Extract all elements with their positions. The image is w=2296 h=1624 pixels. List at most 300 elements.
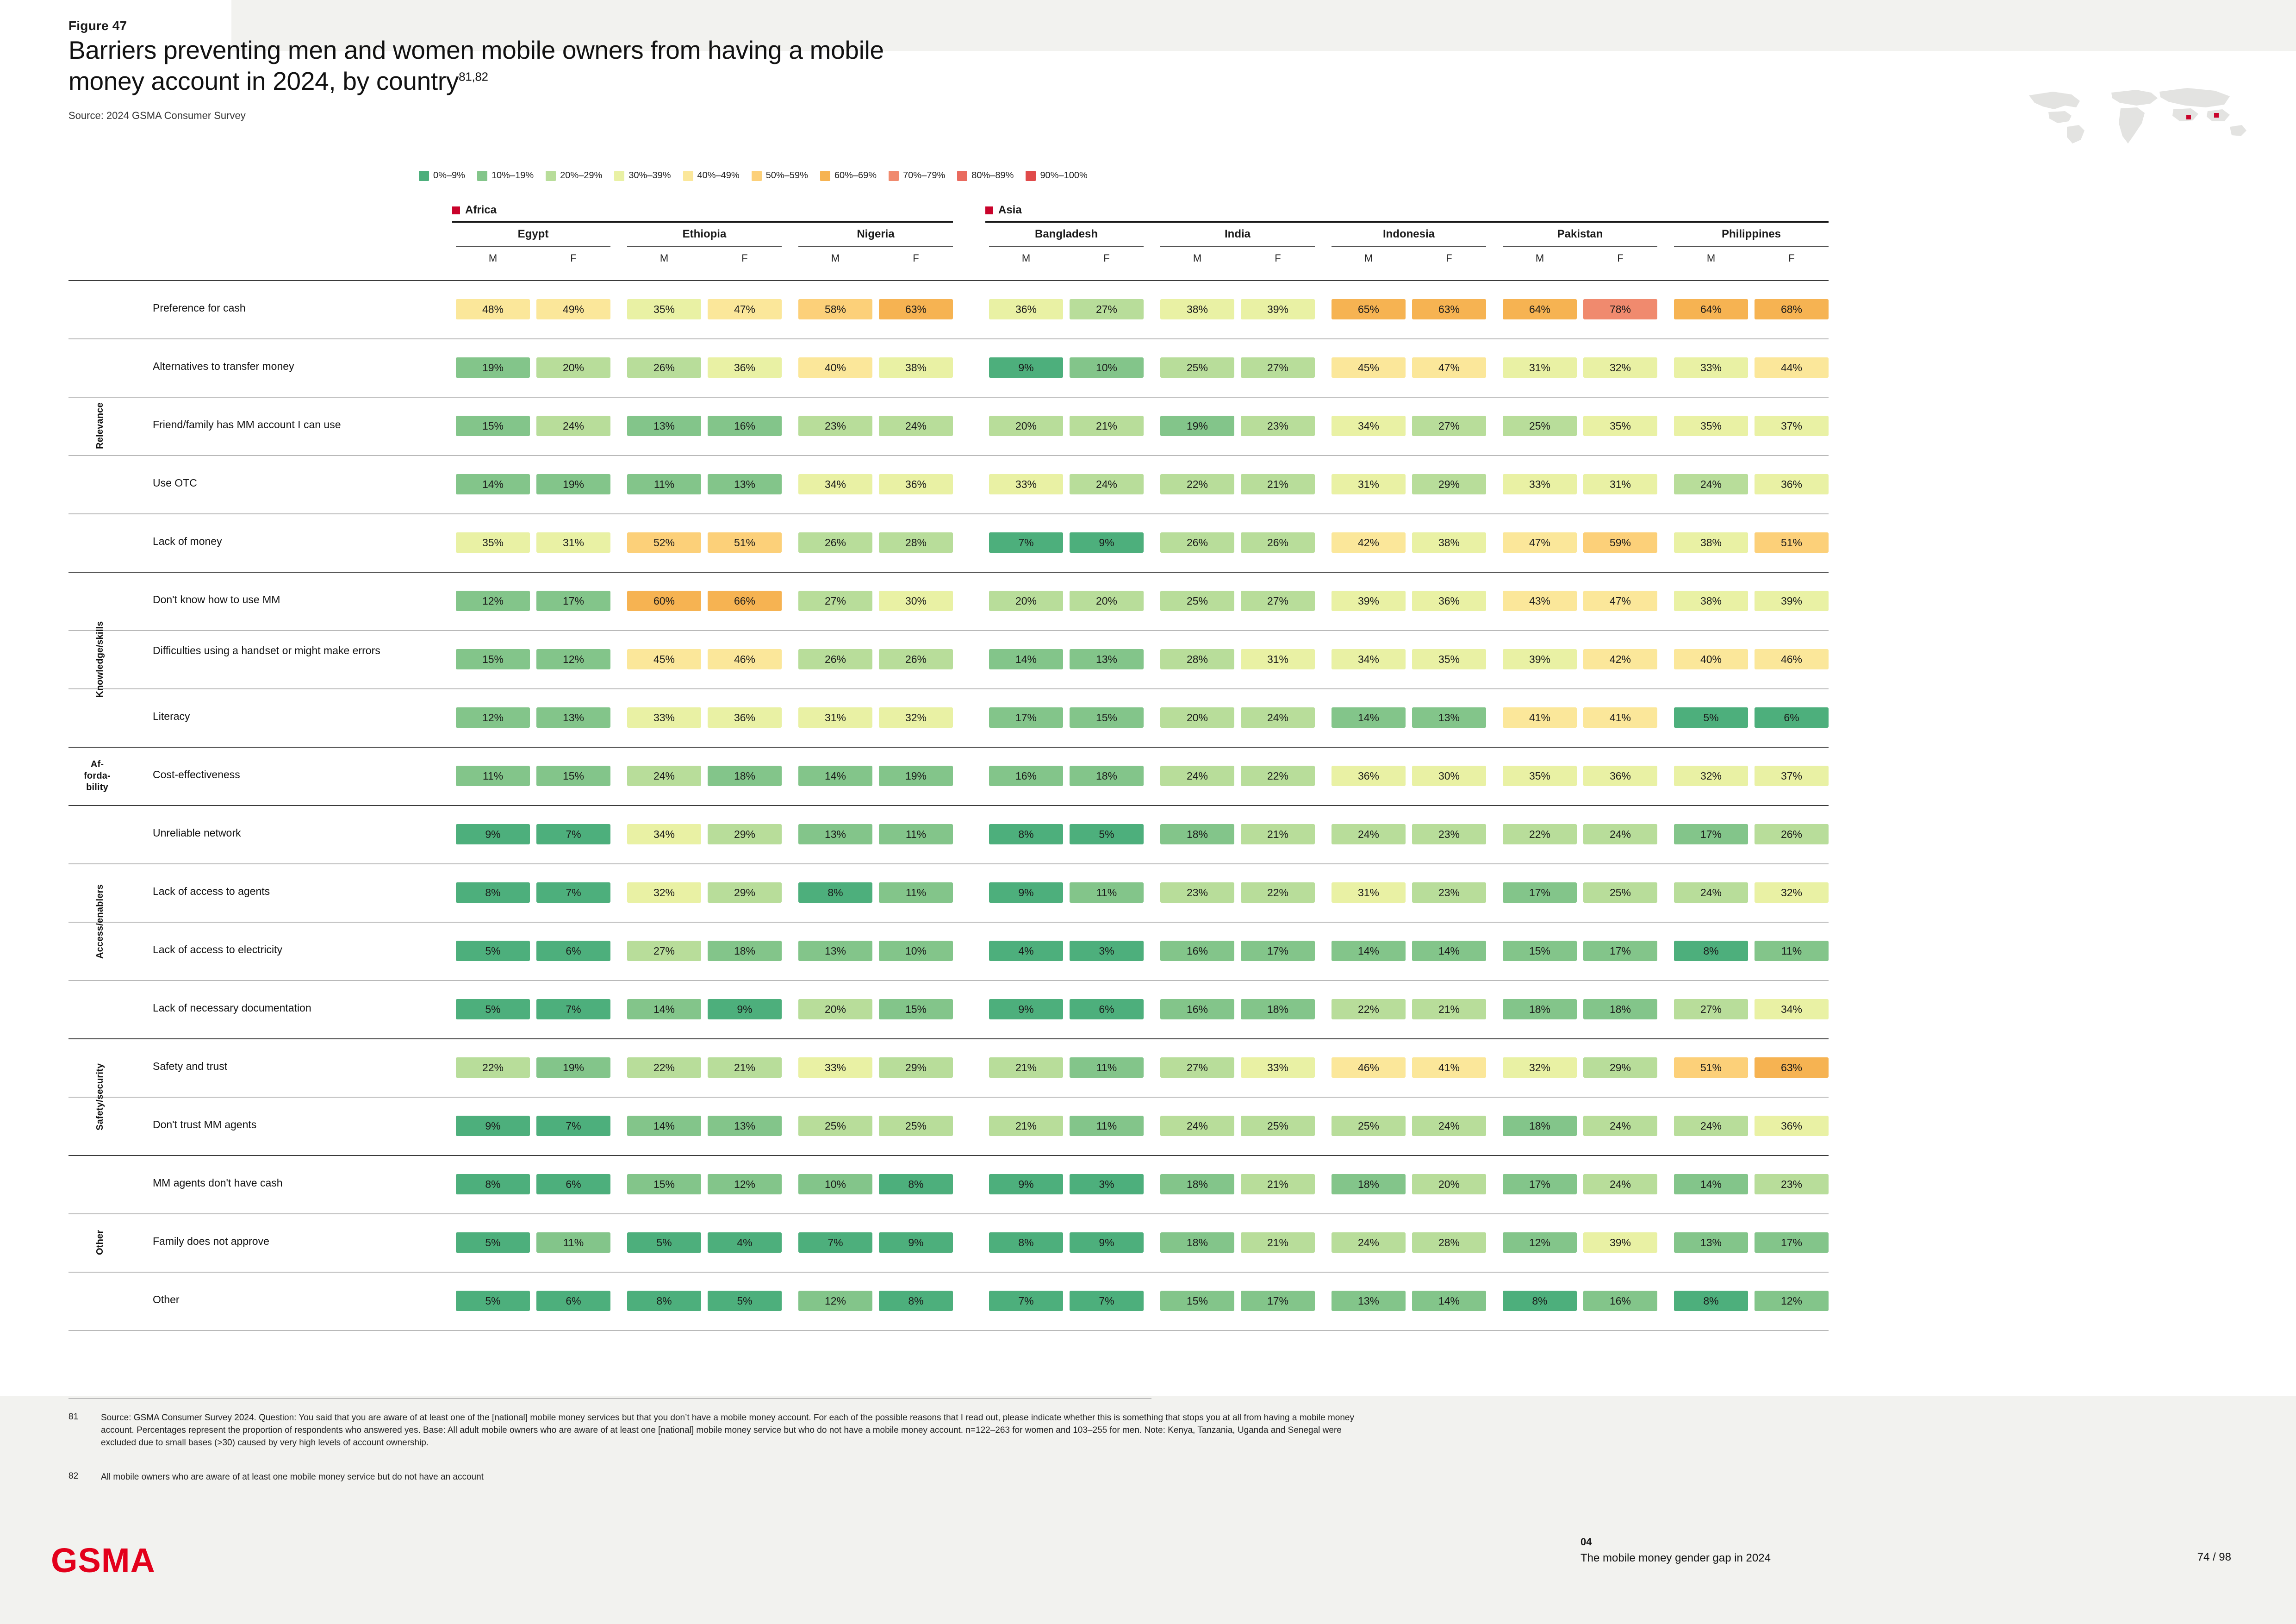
heatmap-value: 28% xyxy=(879,532,953,553)
heatmap-cell xyxy=(798,882,872,903)
heatmap-cell xyxy=(1503,532,1577,553)
heatmap-value: 7% xyxy=(536,882,610,903)
heatmap-value: 15% xyxy=(627,1174,701,1194)
heatmap-cell xyxy=(1755,591,1829,611)
legend-swatch xyxy=(820,171,830,181)
heatmap-cell xyxy=(456,1116,530,1136)
heatmap-cell xyxy=(627,591,701,611)
heatmap-cell xyxy=(1755,649,1829,669)
heatmap-value: 36% xyxy=(1755,1116,1829,1136)
heatmap-cell xyxy=(1332,474,1406,494)
heatmap-value: 41% xyxy=(1583,707,1657,728)
heatmap-value: 27% xyxy=(1241,357,1315,378)
svg-text:GSMA: GSMA xyxy=(51,1542,156,1580)
heatmap-value: 13% xyxy=(708,474,782,494)
legend-item xyxy=(419,170,465,181)
heatmap-cell xyxy=(989,882,1063,903)
heatmap-cell xyxy=(1412,474,1486,494)
heatmap-value: 47% xyxy=(1412,357,1486,378)
heatmap-cell xyxy=(708,357,782,378)
heatmap-cell xyxy=(1412,941,1486,961)
heatmap-value: 24% xyxy=(1583,1174,1657,1194)
heatmap-cell xyxy=(1070,1057,1144,1078)
heatmap-value: 7% xyxy=(536,1116,610,1136)
country-header: Indonesia xyxy=(1382,228,1435,240)
heatmap-value: 9% xyxy=(456,824,530,844)
heatmap-value: 38% xyxy=(1674,532,1748,553)
heatmap-cell xyxy=(1070,1116,1144,1136)
heatmap-value: 13% xyxy=(1674,1232,1748,1253)
heatmap-cell xyxy=(1503,1174,1577,1194)
heatmap-value: 35% xyxy=(1583,416,1657,436)
heatmap-cell xyxy=(1160,941,1234,961)
heatmap-cell xyxy=(1332,1174,1406,1194)
heatmap-cell xyxy=(708,707,782,728)
heatmap-cell xyxy=(627,532,701,553)
heatmap-cell xyxy=(1332,1116,1406,1136)
heatmap-cell xyxy=(1160,824,1234,844)
heatmap-cell xyxy=(456,1057,530,1078)
heatmap-cell xyxy=(456,532,530,553)
heatmap-value: 18% xyxy=(1160,1174,1234,1194)
country-header: Ethiopia xyxy=(682,228,727,240)
heatmap-cell xyxy=(1503,474,1577,494)
heatmap-value: 21% xyxy=(1241,1232,1315,1253)
heatmap-value: 5% xyxy=(456,999,530,1019)
heatmap-value: 27% xyxy=(1412,416,1486,436)
heatmap-cell xyxy=(1674,474,1748,494)
row-label: Other xyxy=(153,1293,180,1305)
heatmap-cell xyxy=(1070,591,1144,611)
heatmap-cell xyxy=(879,1116,953,1136)
heatmap-value: 24% xyxy=(1160,766,1234,786)
country-header: India xyxy=(1224,228,1251,240)
row-divider xyxy=(68,1213,1829,1214)
heatmap-value: 9% xyxy=(1070,532,1144,553)
legend-swatch xyxy=(477,171,487,181)
heatmap-cell xyxy=(798,532,872,553)
heatmap-value: 36% xyxy=(1412,591,1486,611)
heatmap-value: 21% xyxy=(989,1116,1063,1136)
heatmap-value: 24% xyxy=(1160,1116,1234,1136)
heatmap-cell xyxy=(627,1174,701,1194)
heatmap-cell xyxy=(1503,1291,1577,1311)
heatmap-cell xyxy=(1503,707,1577,728)
heatmap-value: 24% xyxy=(1412,1116,1486,1136)
heatmap-cell xyxy=(1583,299,1657,319)
title-footnote-ref: 81,82 xyxy=(459,69,488,84)
heatmap-cell xyxy=(879,416,953,436)
heatmap-value: 5% xyxy=(456,941,530,961)
heatmap-cell xyxy=(456,649,530,669)
heatmap-value: 17% xyxy=(1583,941,1657,961)
heatmap-cell xyxy=(708,1291,782,1311)
legend-item xyxy=(889,170,945,181)
heatmap-value: 22% xyxy=(627,1057,701,1078)
heatmap-value: 13% xyxy=(1412,707,1486,728)
heatmap-value: 15% xyxy=(879,999,953,1019)
group-label: Safety/security xyxy=(95,1063,105,1131)
heatmap-value: 3% xyxy=(1070,941,1144,961)
group-divider xyxy=(68,1155,1829,1156)
heatmap-value: 13% xyxy=(1070,649,1144,669)
heatmap-cell xyxy=(1160,1291,1234,1311)
heatmap-value: 9% xyxy=(708,999,782,1019)
heatmap-value: 41% xyxy=(1412,1057,1486,1078)
heatmap-value: 31% xyxy=(1332,882,1406,903)
heatmap-value: 9% xyxy=(989,1174,1063,1194)
heatmap-cell xyxy=(456,941,530,961)
heatmap-cell xyxy=(989,649,1063,669)
heatmap-cell xyxy=(536,766,610,786)
heatmap-value: 33% xyxy=(627,707,701,728)
heatmap-cell xyxy=(1755,357,1829,378)
subheader-male: M xyxy=(1706,252,1716,264)
heatmap-cell xyxy=(1241,1232,1315,1253)
footnote-number: 82 xyxy=(68,1471,79,1481)
group-divider xyxy=(68,572,1829,573)
heatmap-cell xyxy=(1412,707,1486,728)
heatmap-cell xyxy=(708,1232,782,1253)
heatmap-value: 26% xyxy=(1241,532,1315,553)
heatmap-cell xyxy=(798,591,872,611)
heatmap-value: 26% xyxy=(798,532,872,553)
heatmap-cell xyxy=(1755,1116,1829,1136)
row-label: Difficulties using a handset or might make errors xyxy=(153,644,380,656)
heatmap-value: 23% xyxy=(1412,882,1486,903)
legend-item xyxy=(957,170,1014,181)
heatmap-cell xyxy=(708,999,782,1019)
heatmap-value: 7% xyxy=(989,532,1063,553)
heatmap-cell xyxy=(1332,299,1406,319)
heatmap-cell xyxy=(627,824,701,844)
country-rule xyxy=(1160,246,1315,247)
heatmap-cell xyxy=(456,707,530,728)
heatmap-value: 24% xyxy=(1332,824,1406,844)
heatmap-value: 36% xyxy=(1583,766,1657,786)
heatmap-cell xyxy=(989,474,1063,494)
heatmap-cell xyxy=(1412,1116,1486,1136)
heatmap-value: 24% xyxy=(1583,1116,1657,1136)
heatmap-value: 19% xyxy=(879,766,953,786)
heatmap-value: 14% xyxy=(798,766,872,786)
row-divider xyxy=(68,980,1829,981)
heatmap-value: 15% xyxy=(536,766,610,786)
group-label: Other xyxy=(95,1230,105,1255)
heatmap-value: 11% xyxy=(879,882,953,903)
heatmap-cell xyxy=(879,532,953,553)
heatmap-value: 51% xyxy=(1674,1057,1748,1078)
heatmap-cell xyxy=(456,474,530,494)
heatmap-cell xyxy=(989,1116,1063,1136)
footnote-number: 81 xyxy=(68,1412,79,1422)
heatmap-cell xyxy=(456,299,530,319)
row-divider xyxy=(68,455,1829,456)
heatmap-cell xyxy=(989,824,1063,844)
heatmap-cell xyxy=(627,1232,701,1253)
heatmap-cell xyxy=(1332,1232,1406,1253)
legend-item xyxy=(546,170,602,181)
heatmap-cell xyxy=(708,416,782,436)
row-label: Don't know how to use MM xyxy=(153,593,280,606)
heatmap-cell xyxy=(879,707,953,728)
heatmap-value: 36% xyxy=(989,299,1063,319)
heatmap-value: 5% xyxy=(708,1291,782,1311)
heatmap-value: 35% xyxy=(456,532,530,553)
group-label: Access/enablers xyxy=(95,884,105,959)
heatmap-value: 18% xyxy=(1583,999,1657,1019)
heatmap-cell xyxy=(1503,299,1577,319)
heatmap-cell xyxy=(1674,1174,1748,1194)
heatmap-cell xyxy=(1503,1057,1577,1078)
heatmap-value: 11% xyxy=(879,824,953,844)
heatmap-cell xyxy=(1755,882,1829,903)
country-header: Bangladesh xyxy=(1034,228,1098,240)
heatmap-cell xyxy=(708,941,782,961)
heatmap-value: 29% xyxy=(1412,474,1486,494)
heatmap-cell xyxy=(536,1174,610,1194)
heatmap-value: 34% xyxy=(1755,999,1829,1019)
group-divider xyxy=(68,280,1829,281)
heatmap-value: 14% xyxy=(1674,1174,1748,1194)
heatmap-value: 31% xyxy=(1332,474,1406,494)
heatmap-cell xyxy=(798,1174,872,1194)
heatmap-value: 31% xyxy=(798,707,872,728)
heatmap-cell xyxy=(1241,416,1315,436)
heatmap-value: 35% xyxy=(627,299,701,319)
heatmap-value: 21% xyxy=(1241,1174,1315,1194)
heatmap-value: 18% xyxy=(1332,1174,1406,1194)
heatmap-value: 25% xyxy=(1241,1116,1315,1136)
heatmap-value: 31% xyxy=(1503,357,1577,378)
heatmap-cell xyxy=(879,882,953,903)
heatmap-value: 8% xyxy=(1503,1291,1577,1311)
region-header xyxy=(452,204,497,217)
row-label: Unreliable network xyxy=(153,827,241,839)
heatmap-cell xyxy=(798,299,872,319)
heatmap-cell xyxy=(1755,707,1829,728)
heatmap-value: 25% xyxy=(1503,416,1577,436)
region-rule xyxy=(452,221,953,223)
heatmap-value: 47% xyxy=(708,299,782,319)
heatmap-value: 5% xyxy=(456,1232,530,1253)
heatmap-cell xyxy=(1070,1291,1144,1311)
heatmap-cell xyxy=(1674,591,1748,611)
heatmap-cell xyxy=(1674,766,1748,786)
heatmap-cell xyxy=(1070,649,1144,669)
heatmap-cell xyxy=(1755,766,1829,786)
heatmap-cell xyxy=(798,474,872,494)
heatmap-value: 37% xyxy=(1755,416,1829,436)
heatmap-cell xyxy=(1412,1174,1486,1194)
heatmap-value: 24% xyxy=(536,416,610,436)
heatmap-cell xyxy=(1583,1291,1657,1311)
row-label: Friend/family has MM account I can use xyxy=(153,418,341,431)
heatmap-value: 60% xyxy=(627,591,701,611)
row-divider xyxy=(68,1330,1829,1331)
region-label: Asia xyxy=(998,204,1022,216)
country-header: Pakistan xyxy=(1557,228,1603,240)
heatmap-value: 46% xyxy=(708,649,782,669)
heatmap-cell xyxy=(1332,766,1406,786)
heatmap-value: 9% xyxy=(989,357,1063,378)
heatmap-cell xyxy=(1503,591,1577,611)
heatmap-value: 12% xyxy=(1755,1291,1829,1311)
heatmap-cell xyxy=(708,591,782,611)
heatmap-value: 15% xyxy=(456,416,530,436)
legend-swatch xyxy=(546,171,556,181)
heatmap-cell xyxy=(536,591,610,611)
heatmap-value: 27% xyxy=(798,591,872,611)
heatmap-cell xyxy=(989,1232,1063,1253)
heatmap-cell xyxy=(1412,416,1486,436)
heatmap-cell xyxy=(879,1232,953,1253)
heatmap-cell xyxy=(798,1232,872,1253)
row-label: Lack of money xyxy=(153,535,222,547)
heatmap-cell xyxy=(536,882,610,903)
heatmap-value: 3% xyxy=(1070,1174,1144,1194)
legend-label: 70%–79% xyxy=(903,170,946,181)
heatmap-value: 17% xyxy=(1674,824,1748,844)
heatmap-value: 27% xyxy=(627,941,701,961)
heatmap-cell xyxy=(1674,416,1748,436)
heatmap-value: 6% xyxy=(1755,707,1829,728)
heatmap-cell xyxy=(456,882,530,903)
heatmap-cell xyxy=(1241,766,1315,786)
heatmap-value: 4% xyxy=(989,941,1063,961)
heatmap-cell xyxy=(798,999,872,1019)
heatmap-value: 18% xyxy=(1503,1116,1577,1136)
heatmap-value: 63% xyxy=(879,299,953,319)
heatmap-cell xyxy=(1160,591,1234,611)
row-label: Preference for cash xyxy=(153,302,246,314)
heatmap-cell xyxy=(627,357,701,378)
heatmap-value: 68% xyxy=(1755,299,1829,319)
heatmap-cell xyxy=(1241,707,1315,728)
heatmap-cell xyxy=(1412,882,1486,903)
heatmap-cell xyxy=(989,357,1063,378)
region-label: Africa xyxy=(465,204,497,216)
heatmap-cell xyxy=(1412,824,1486,844)
legend-swatch xyxy=(1026,171,1036,181)
group-divider xyxy=(68,805,1829,806)
heatmap-cell xyxy=(798,766,872,786)
heatmap-value: 17% xyxy=(1755,1232,1829,1253)
heatmap-value: 7% xyxy=(798,1232,872,1253)
heatmap-cell xyxy=(536,416,610,436)
legend-swatch xyxy=(889,171,899,181)
heatmap-cell xyxy=(1412,1291,1486,1311)
heatmap-value: 41% xyxy=(1503,707,1577,728)
legend-swatch xyxy=(957,171,967,181)
row-label: Family does not approve xyxy=(153,1235,269,1247)
subheader-male: M xyxy=(1193,252,1202,264)
heatmap-value: 34% xyxy=(1332,416,1406,436)
heatmap-value: 8% xyxy=(989,1232,1063,1253)
heatmap-cell xyxy=(1412,299,1486,319)
heatmap-value: 7% xyxy=(536,999,610,1019)
region-rule xyxy=(985,221,1829,223)
heatmap-cell xyxy=(798,707,872,728)
heatmap-cell xyxy=(1755,416,1829,436)
heatmap-value: 45% xyxy=(1332,357,1406,378)
legend-label: 0%–9% xyxy=(433,170,465,181)
heatmap-value: 20% xyxy=(989,591,1063,611)
heatmap-value: 24% xyxy=(1332,1232,1406,1253)
legend-item xyxy=(477,170,534,181)
heatmap-cell xyxy=(879,357,953,378)
heatmap-cell xyxy=(1241,299,1315,319)
source-note: Source: 2024 GSMA Consumer Survey xyxy=(68,110,246,121)
heatmap-value: 19% xyxy=(536,1057,610,1078)
heatmap-value: 21% xyxy=(1241,474,1315,494)
heatmap-cell xyxy=(1583,1174,1657,1194)
section-number: 04 xyxy=(1580,1536,1592,1548)
heatmap-value: 24% xyxy=(627,766,701,786)
heatmap-value: 9% xyxy=(879,1232,953,1253)
heatmap-value: 18% xyxy=(708,941,782,961)
heatmap-value: 14% xyxy=(1412,941,1486,961)
heatmap-value: 26% xyxy=(1755,824,1829,844)
row-divider xyxy=(68,1272,1829,1273)
heatmap-cell xyxy=(798,1057,872,1078)
heatmap-cell xyxy=(879,1057,953,1078)
heatmap-cell xyxy=(1160,357,1234,378)
heatmap-cell xyxy=(1583,882,1657,903)
heatmap-cell xyxy=(708,1174,782,1194)
heatmap-cell xyxy=(989,1057,1063,1078)
country-rule xyxy=(798,246,953,247)
footnote-divider xyxy=(68,1398,1151,1399)
heatmap-value: 13% xyxy=(1332,1291,1406,1311)
country-rule xyxy=(989,246,1144,247)
heatmap-cell xyxy=(708,1057,782,1078)
heatmap-value: 9% xyxy=(1070,1232,1144,1253)
heatmap-cell xyxy=(1503,357,1577,378)
heatmap-cell xyxy=(1332,707,1406,728)
heatmap-cell xyxy=(627,766,701,786)
heatmap-value: 24% xyxy=(1241,707,1315,728)
heatmap-cell xyxy=(1160,707,1234,728)
heatmap-value: 14% xyxy=(456,474,530,494)
heatmap-value: 18% xyxy=(1160,824,1234,844)
heatmap-value: 64% xyxy=(1503,299,1577,319)
heatmap-cell xyxy=(1412,999,1486,1019)
legend-item xyxy=(683,170,740,181)
heatmap-value: 8% xyxy=(989,824,1063,844)
heatmap-value: 12% xyxy=(798,1291,872,1311)
heatmap-cell xyxy=(1583,416,1657,436)
heatmap-value: 17% xyxy=(989,707,1063,728)
heatmap-cell xyxy=(627,649,701,669)
heatmap-cell xyxy=(1503,649,1577,669)
heatmap-cell xyxy=(1160,1174,1234,1194)
heatmap-value: 23% xyxy=(1160,882,1234,903)
heatmap-value: 25% xyxy=(1160,357,1234,378)
heatmap-value: 47% xyxy=(1583,591,1657,611)
heatmap-cell xyxy=(1070,474,1144,494)
heatmap-cell xyxy=(1674,1232,1748,1253)
heatmap-cell xyxy=(1332,649,1406,669)
heatmap-cell xyxy=(456,824,530,844)
row-divider xyxy=(68,1097,1829,1098)
heatmap-value: 23% xyxy=(798,416,872,436)
heatmap-value: 42% xyxy=(1332,532,1406,553)
heatmap-cell xyxy=(1241,1057,1315,1078)
heatmap-cell xyxy=(879,474,953,494)
heatmap-value: 30% xyxy=(879,591,953,611)
heatmap-value: 16% xyxy=(989,766,1063,786)
